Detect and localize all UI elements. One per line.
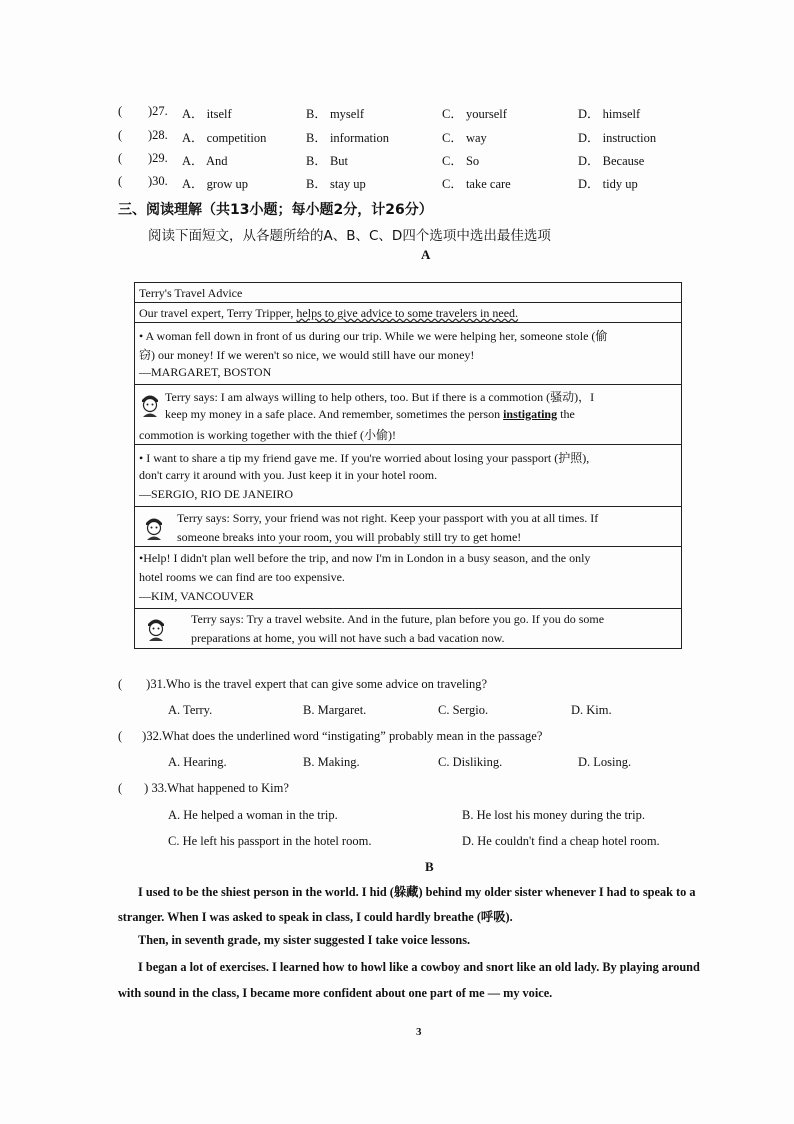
terry-reply-3 [135,609,681,648]
option-b: B. Margaret. [303,703,367,717]
passage-b-paragraph: I began a lot of exercises. I learned how to howl like a cowboy and snort like an old lady. By playing around [138,960,700,974]
choice-row-29 [118,151,718,171]
paren: ( [118,104,123,118]
letter-line: hotel rooms we can find are too expensive. [139,570,345,584]
letter-signature: —KIM, VANCOUVER [139,589,254,603]
option-b: B． myself [306,107,364,121]
option-c: C． way [442,131,487,145]
passage-a-label: A [421,247,431,262]
reply-text: the [557,407,575,421]
paren: ( [118,151,123,165]
question-33 [118,781,289,796]
box-intro [139,306,518,321]
option-d: D. Kim. [571,703,612,717]
question-number: )28. [148,128,168,142]
margaret-letter [135,323,681,385]
sergio-letter [135,445,681,507]
reply-line: preparations at home, you will not have such a bad vacation now. [191,631,505,645]
option-d: D． himself [578,107,641,121]
option-b: B． But [306,154,349,168]
option-c: C． So [442,154,480,168]
option-a: A． And [182,154,228,168]
option-b: B． information [306,131,389,145]
option-d: D． Because [578,154,645,168]
reply-line: Terry says: Try a travel website. And in the future, plan before you go. If you do some [191,612,605,626]
terry-avatar-icon [143,514,165,540]
intro-text: Our travel expert, Terry Tripper, [139,306,297,320]
option-c: C. Disliking. [438,755,503,769]
terry-reply-1 [135,385,681,445]
page-number: 3 [416,1026,422,1038]
passage-b-label: B [425,859,434,874]
section-instruction: 阅读下面短文，从各题所给的A、B、C、D四个选项中选出最佳选项 [148,228,551,244]
option-c: C. He left his passport in the hotel room. [168,834,372,848]
option-a: A. Hearing. [168,755,227,769]
reply-line: Terry says: I am always willing to help others, too. But if there is a commotion (骚动)，I [165,390,595,404]
terry-reply-2 [135,507,681,547]
reply-line [165,407,575,422]
option-a: A. He helped a woman in the trip. [168,808,338,822]
passage-b-paragraph: I used to be the shiest person in the world. I hid (躲藏) behind my older sister whenever I had to speak to a [138,885,696,899]
option-c: C． yourself [442,107,507,121]
option-c: C． take care [442,177,511,191]
option-d: D. He couldn't find a cheap hotel room. [462,834,660,848]
option-d: D． tidy up [578,177,638,191]
travel-advice-box [134,282,682,649]
reply-text: keep my money in a safe place. And remember, sometimes the person [165,407,504,421]
paren: ( [118,128,123,142]
question-number: )30. [148,174,168,188]
option-b: B． stay up [306,177,366,191]
option-a: A． grow up [182,177,248,191]
underlined-word-instigating: instigating [503,407,558,421]
question-32 [118,729,542,744]
choice-row-28 [118,128,718,148]
question-31 [118,677,487,692]
choice-row-27 [118,104,718,124]
choice-row-30 [118,174,718,194]
option-a: A． itself [182,107,232,121]
box-intro-row [135,303,681,323]
passage-b-paragraph: with sound in the class, I became more confident about one part of me — my voice. [118,986,553,1000]
letter-line: • A woman fell down in front of us during our trip. While we were helping her, someone stole (偷 [139,329,608,343]
passage-b-paragraph: Then, in seventh grade, my sister suggested I take voice lessons. [138,933,471,947]
option-a: A. Terry. [168,703,213,717]
passage-b-paragraph: stranger. When I was asked to speak in class, I could hardly breathe (呼吸). [118,910,513,924]
option-d: D. Losing. [578,755,632,769]
reply-line: someone breaks into your room, you will probably still try to get home! [177,530,522,544]
reply-line: commotion is working together with the thief (小偷)! [139,428,396,442]
terry-avatar-icon [139,391,161,417]
box-title: Terry's Travel Advice [139,286,243,300]
letter-signature: —MARGARET, BOSTON [139,365,272,379]
question-number: )29. [148,151,168,165]
option-c: C. Sergio. [438,703,489,717]
option-b: B. Making. [303,755,360,769]
box-title-row [135,283,681,303]
letter-line: • I want to share a tip my friend gave me. If you're worried about losing your passport (护照), [139,451,590,465]
reply-line: Terry says: Sorry, your friend was not right. Keep your passport with you at all times. If [177,511,599,525]
paren: ( [118,729,123,743]
option-d: D． instruction [578,131,657,145]
paren: ( [118,677,123,691]
section-title: 三、阅读理解（共13小题；每小题2分，计26分） [118,202,433,218]
question-number: )27. [148,104,168,118]
option-a: A． competition [182,131,267,145]
intro-underlined: helps to give advice to some travelers in need. [296,306,519,320]
letter-line: •Help! I didn't plan well before the trip, and now I'm in London in a busy season, and the only [139,551,591,565]
option-b: B. He lost his money during the trip. [462,808,645,822]
question-stem: )31.Who is the travel expert that can give some advice on traveling? [146,677,488,691]
question-stem: )32.What does the underlined word “instigating” probably mean in the passage? [142,729,543,743]
paren: ( [118,781,123,795]
letter-line: 窃) our money! If we weren't so nice, we would still have our money! [139,348,475,362]
question-stem: ) 33.What happened to Kim? [144,781,289,795]
kim-letter [135,547,681,609]
letter-signature: —SERGIO, RIO DE JANEIRO [139,487,293,501]
letter-line: don't carry it around with you. Just keep it in your hotel room. [139,468,438,482]
paren: ( [118,174,123,188]
terry-avatar-icon [145,615,167,641]
